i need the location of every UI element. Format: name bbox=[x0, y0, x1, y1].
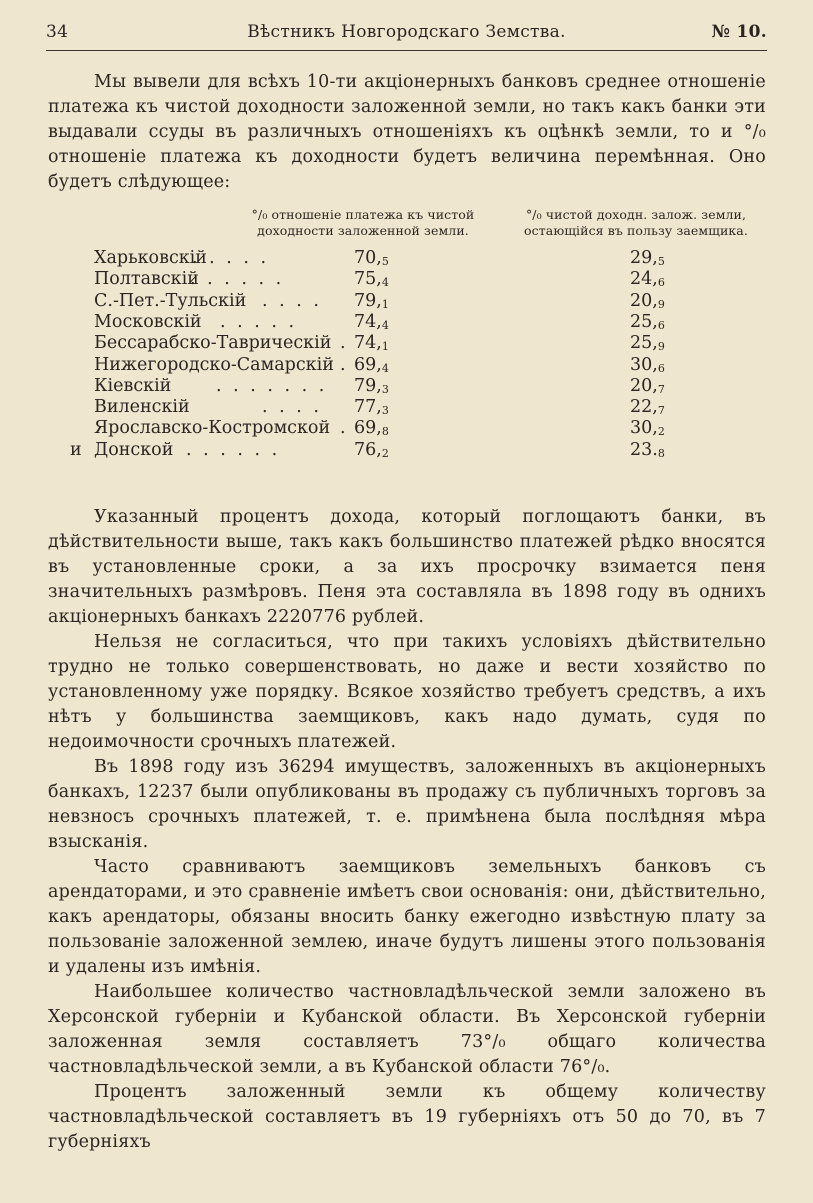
remaining-income-value: $29,_5$ bbox=[630, 248, 665, 268]
payment-ratio-value: $79,_1$ bbox=[354, 290, 389, 311]
leader-dots: . . . . . . bbox=[190, 269, 285, 290]
leader-dots: . . . . . bbox=[192, 248, 270, 268]
table-row bbox=[0, 268, 813, 290]
bank-name: Виленскій bbox=[94, 397, 190, 418]
leader-dots: . bbox=[340, 333, 349, 354]
payment-ratio-value: $74,_1$ bbox=[354, 333, 389, 354]
paragraph-2: Нельзя не согласиться, что при такихъ условіяхъ дѣйствительно трудно не только совершенствовать, но даже и вести хозяйство по установленному уже порядку. Всякое хозяйство требуетъ средствъ, а ихъ нѣтъ у большинства заемщиковъ, какъ надо думать, судя по недоимочности срочныхъ платежей. bbox=[48, 632, 766, 752]
col1-header-line1: °/₀ отношеніе платежа къ чистой bbox=[251, 207, 475, 222]
col1-header bbox=[232, 207, 494, 239]
bank-name: Донской bbox=[94, 439, 174, 460]
payment-ratio-value: $69,_4$ bbox=[354, 354, 389, 375]
col2-header-line1: °/₀ чистой доходн. залож. земли, bbox=[525, 207, 747, 222]
leader-dots: . bbox=[340, 354, 349, 375]
header-rule bbox=[46, 50, 767, 51]
table-row bbox=[0, 396, 813, 418]
table-row bbox=[0, 417, 813, 439]
remaining-income-value: $20,_9$ bbox=[630, 290, 665, 311]
remaining-income-value: $30,_6$ bbox=[630, 354, 665, 375]
payment-ratio-value: $69,_8$ bbox=[354, 418, 389, 439]
remaining-income-value: $25,_6$ bbox=[630, 311, 665, 332]
leader-dots: . . . . . . bbox=[186, 439, 281, 460]
bank-name: Ярославско-Костромской bbox=[94, 418, 331, 439]
remaining-income-value: $30,_2$ bbox=[630, 418, 665, 439]
paragraph-6: Процентъ заложенный земли къ общему количеству частновладѣльческой составляетъ въ 19 губерніяхъ отъ 50 до 70, въ 7 губерніяхъ bbox=[48, 1082, 766, 1152]
bank-name: Харьковскій bbox=[94, 248, 207, 268]
issue-number: № 10. bbox=[711, 22, 767, 42]
payment-ratio-value: $76,_2$ bbox=[354, 439, 389, 460]
remaining-income-value: $25,_9$ bbox=[630, 333, 665, 354]
leader-dots: . bbox=[340, 418, 349, 439]
remaining-income-value: $20,_7$ bbox=[630, 375, 665, 396]
payment-ratio-value: $77,_3$ bbox=[354, 397, 389, 418]
col2-header-line2: остающійся въ пользу заемщика. bbox=[524, 223, 748, 238]
table-row bbox=[0, 332, 813, 354]
paragraph-3: Въ 1898 году изъ 36294 имуществъ, заложенныхъ въ акціонерныхъ банкахъ, 12237 были опубликованы въ продажу съ публичныхъ торговъ за невзносъ срочныхъ платежей, т. е. примѣнена была послѣдняя мѣра взысканія. bbox=[48, 757, 766, 852]
intro-paragraph: Мы вывели для всѣхъ 10-ти акціонерныхъ банковъ среднее отношеніе платежа къ чистой доходности заложенной земли, но такъ какъ банки эти выдавали ссуды въ различныхъ отношеніяхъ къ оцѣнкѣ земли, то и °/₀ отношеніе платежа къ доходности будетъ величина перемѣнная. Оно будетъ слѣдующее: bbox=[48, 72, 766, 192]
table-row bbox=[0, 311, 813, 333]
table-row bbox=[0, 439, 813, 461]
bank-name: С.-Пет.-Тульскій bbox=[94, 290, 247, 311]
bank-name: Московскій bbox=[94, 311, 202, 332]
body-text bbox=[48, 505, 766, 1155]
payment-ratio-value: $74,_4$ bbox=[354, 311, 389, 332]
leader-dots: . . . . bbox=[262, 397, 322, 418]
running-header bbox=[46, 22, 767, 48]
payment-ratio-value: $75,_4$ bbox=[354, 269, 389, 290]
page-number: 34 bbox=[46, 22, 69, 42]
payment-ratio-value: $79,_3$ bbox=[354, 375, 389, 396]
bank-name: Нижегородско-Самарскій bbox=[94, 354, 334, 375]
paragraph-1: Указанный процентъ дохода, который поглощаютъ банки, въ дѣйствительности выше, такъ какъ большинство платежей рѣдко вносятся въ установленные сроки, а за ихъ просрочку взимается пеня значительныхъ размѣровъ. Пеня эта составляла въ 1898 году въ однихъ акціонерныхъ банкахъ 2220776 рублей. bbox=[48, 507, 766, 627]
bank-name: Кіевскій bbox=[94, 375, 172, 396]
col2-header bbox=[506, 207, 766, 239]
journal-title: Вѣстникъ Новгородскаго Земства. bbox=[247, 22, 566, 42]
remaining-income-value: $23._8$ bbox=[630, 439, 665, 460]
leader-dots: . . . . bbox=[262, 290, 322, 311]
paragraph-5: Наибольшее количество частновладѣльческой земли заложено въ Херсонской губерніи и Кубанской области. Въ Херсонской губерніи заложенная земля составляетъ 73°/₀ общаго количества частновладѣльческой земли, а въ Кубанской области 76°/₀. bbox=[48, 982, 766, 1077]
paragraph-4: Часто сравниваютъ заемщиковъ земельныхъ банковъ съ арендаторами, и это сравненіе имѣетъ свои основанія: они, дѣйствительно, какъ арендаторы, обязаны вносить банку ежегодно извѣстную плату за пользованіе заложенной землею, иначе будутъ лишены этого пользованія и удалены изъ имѣнія. bbox=[48, 857, 766, 977]
table-row bbox=[0, 290, 813, 312]
payment-ratio-value: $70,_5$ bbox=[354, 248, 389, 268]
col1-header-line2: доходности заложенной земли. bbox=[257, 223, 469, 238]
bank-name: Полтавскій bbox=[94, 269, 199, 290]
table-row bbox=[0, 375, 813, 397]
intro-block bbox=[48, 70, 766, 195]
remaining-income-value: $22,_7$ bbox=[630, 397, 665, 418]
leader-dots: . . . . . bbox=[220, 311, 298, 332]
row-prefix: и bbox=[70, 439, 82, 460]
bank-name: Бессарабско-Таврическій bbox=[94, 333, 332, 354]
leader-dots: . . . . . . . bbox=[216, 375, 328, 396]
remaining-income-value: $24,_6$ bbox=[630, 269, 665, 290]
table-row bbox=[0, 247, 813, 269]
table-row bbox=[0, 354, 813, 376]
